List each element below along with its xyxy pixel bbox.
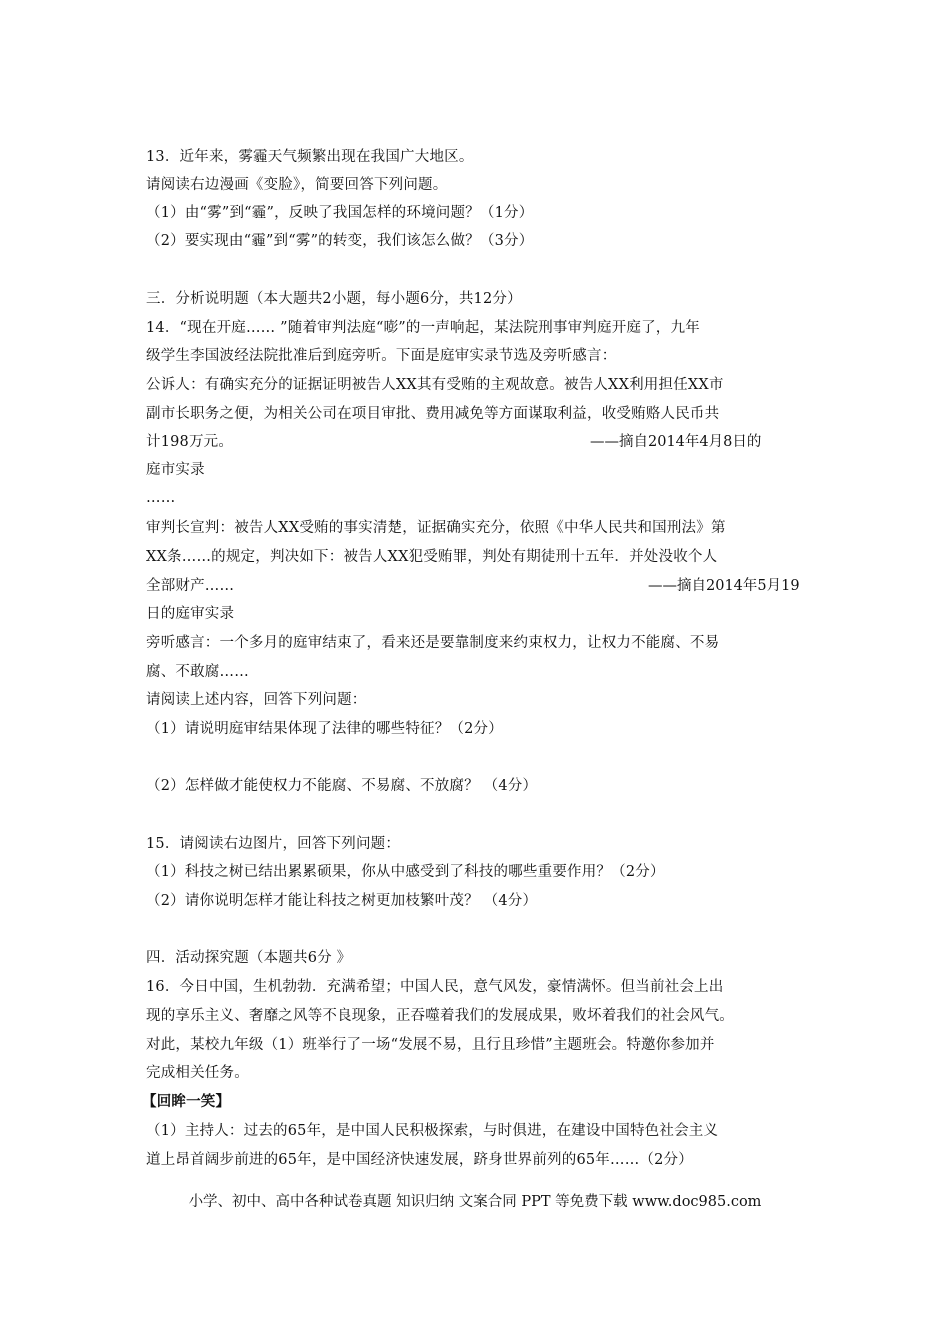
page-footer: 小学、初中、高中各种试卷真题 知识归纳 文案合同 PPT 等免费下载 www.doc985.com — [188, 1194, 762, 1210]
q14-citation-2: ——摘自2014年5月19 — [648, 578, 800, 594]
q14-judge-1: 审判长宣判：被告人XX受贿的事实清楚，证据确实充分，依照《中华人民共和国刑法》第 — [146, 520, 726, 536]
q16-line3: 对此，某校九年级（1）班举行了一场“发展不易，且行且珍惜”主题班会。特邀你参加并 — [146, 1037, 715, 1053]
q14-sub2: （2）怎样做才能使权力不能腐、不易腐、不放腐？ （4分） — [146, 778, 538, 794]
q16-sub1-line2: 道上昂首阔步前进的65年，是中国经济快速发展，跻身世界前列的65年……（2分） — [146, 1152, 693, 1168]
q14-prosecutor-3: 计198万元。 — [146, 434, 234, 450]
section3-heading: 三．分析说明题（本大题共2小题，每小题6分，共12分） — [146, 291, 522, 307]
q14-ellipsis: …… — [146, 490, 176, 506]
q14-comment-1: 旁听感言：一个多月的庭审结束了，看来还是要靠制度来约束权力，让权力不能腐、不易 — [146, 635, 720, 651]
q16-subheading: 【回眸一笑】 — [142, 1094, 231, 1110]
q14-judge-3: 全部财产…… — [146, 578, 235, 594]
q16-sub1-line1: （1）主持人：过去的65年，是中国人民积极探索，与时俱进，在建设中国特色社会主义 — [146, 1123, 719, 1139]
q14-sub1: （1）请说明庭审结果体现了法律的哪些特征？（2分） — [146, 721, 503, 737]
q14-prosecutor-1: 公诉人：有确实充分的证据证明被告人XX其有受贿的主观故意。被告人XX利用担任XX市 — [146, 377, 724, 393]
q14-citation-1-cont: 庭市实录 — [146, 462, 205, 478]
q13-title: 13．近年来，雾霾天气频繁出现在我国广大地区。 — [146, 149, 474, 165]
q16-line4: 完成相关任务。 — [146, 1065, 249, 1081]
q14-line2: 级学生李国波经法院批准后到庭旁听。下面是庭审实录节选及旁听感言： — [146, 348, 617, 364]
q13-intro: 请阅读右边漫画《变脸》，简要回答下列问题。 — [146, 177, 448, 193]
section4-heading: 四．活动探究题（本题共6分 》 — [146, 950, 352, 966]
q16-line1: 16．今日中国，生机勃勃．充满希望；中国人民，意气风发，豪情满怀。但当前社会上出 — [146, 979, 724, 995]
q13-sub2: （2）要实现由“霾”到“雾”的转变，我们该怎么做？（3分） — [146, 233, 534, 249]
q14-ask: 请阅读上述内容，回答下列问题： — [146, 692, 367, 708]
q16-line2: 现的享乐主义、奢靡之风等不良现象，正吞噬着我们的发展成果，败坏着我们的社会风气。 — [146, 1008, 734, 1024]
q15-title: 15．请阅读右边图片，回答下列问题： — [146, 836, 401, 852]
q13-sub1: （1）由“雾”到“霾”，反映了我国怎样的环境问题？（1分） — [146, 205, 534, 221]
q14-judge-2: XX条……的规定，判决如下：被告人XX犯受贿罪，判处有期徒刑十五年．并处没收个人 — [146, 549, 718, 565]
q14-prosecutor-2: 副市长职务之便，为相关公司在项目审批、费用减免等方面谋取利益，收受贿赂人民币共 — [146, 406, 720, 422]
q14-citation-1: ——摘自2014年4月8日的 — [590, 434, 762, 450]
q15-sub2: （2）请你说明怎样才能让科技之树更加枝繁叶茂？ （4分） — [146, 893, 538, 909]
q14-line1: 14．“现在开庭…… ”随着审判法庭“嘭”的一声响起，某法院刑事审判庭开庭了，九年 — [146, 320, 700, 336]
q15-sub1: （1）科技之树已结出累累硕果，你从中感受到了科技的哪些重要作用？（2分） — [146, 864, 665, 880]
q14-citation-2-cont: 日的庭审实录 — [146, 606, 235, 622]
q14-comment-2: 腐、不敢腐…… — [146, 664, 249, 680]
